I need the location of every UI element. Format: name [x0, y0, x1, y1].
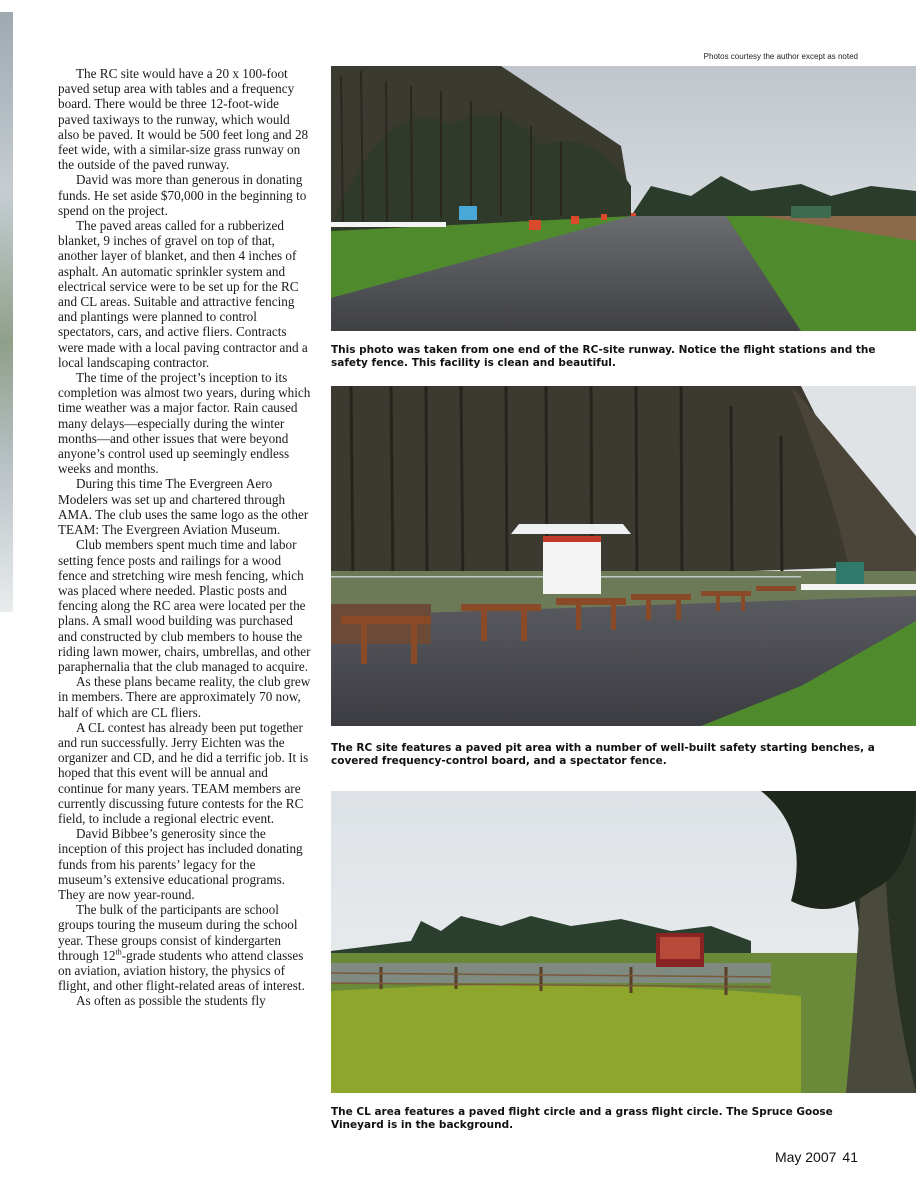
caption-photo-3: The CL area features a paved flight circle and a grass flight circle. The Spruce Goose Vineyard is in the background. [331, 1106, 833, 1131]
page-footer [775, 1149, 858, 1165]
caption-photo-2: The RC site features a paved pit area with a number of well-built safety starting benches, a covered frequency-control board, and a spectator fence. [331, 742, 875, 767]
page-number: 41 [842, 1149, 858, 1165]
article-paragraph [58, 902, 312, 993]
caption-photo-1: This photo was taken from one end of the RC-site runway. Notice the flight stations and the safety fence. This facility is clean and beautiful. [331, 344, 876, 369]
photo-credit: Photos courtesy the author except as noted [703, 52, 858, 61]
article-paragraph: The RC site would have a 20 x 100-foot paved setup area with tables and a frequency board. There would be three 12-foot-wide paved taxiways to the runway, which would also be paved. It would be 500 feet long and 28 feet wide, with a similar-size grass runway on the outside of the paved runway. [58, 66, 309, 173]
article-paragraph: As these plans became reality, the club grew in members. There are approximately 70 now, half of which are CL fliers. [58, 674, 311, 720]
paragraph-text: The bulk of the participants are school groups touring the museum during the school year. These groups consist of kindergarten through 12 [58, 902, 298, 963]
article-paragraph: David was more than generous in donating funds. He set aside $70,000 in the beginning to spend on the project. [58, 172, 307, 218]
photo-rc-pit-area [331, 386, 916, 726]
article-paragraph: Club members spent much time and labor setting fence posts and railings for a wood fence and stretching wire mesh fencing, which was placed where needed. Plastic posts and fencing along the RC area were located per the plans. A small wood building was purchased and constructed by club members to house the riding lawn mower, chairs, umbrellas, and other paraphernalia that the club managed to acquire. [58, 537, 311, 674]
article-paragraph: The paved areas called for a rubberized blanket, 9 inches of gravel on top of that, another layer of blanket, and then 4 inches of asphalt. An automatic sprinkler system and electrical service were to be set up for the RC and CL areas. Suitable and attractive fencing and plantings were planned to control spectators, cars, and active fliers. Contracts were made with a local paving contractor and a local landscaping contractor. [58, 218, 308, 370]
article-column [58, 66, 312, 1009]
article-paragraph: During this time The Evergreen Aero Modelers was set up and chartered through AMA. The club uses the same logo as the other TEAM: The Evergreen Aviation Museum. [58, 476, 309, 538]
issue-date: May 2007 [774, 1149, 837, 1165]
previous-page-edge [0, 12, 13, 612]
photo-rc-runway [331, 66, 916, 331]
paragraph-text: -grade students who attend classes on aviation, aviation history, the physics of flight, and other flight-related areas of interest. [58, 947, 305, 994]
article-paragraph: A CL contest has already been put together and run successfully. Jerry Eichten was the organizer and CD, and he did a terrific job. It is hoped that this event will be annual and continue for many years. TEAM members are currently discussing future contests for the RC field, to include a regional electric event. [58, 719, 309, 826]
article-paragraph: David Bibbee’s generosity since the inception of this project has included donating funds from his parents’ legacy for the museum’s extensive educational programs. They are now year-round. [58, 826, 303, 902]
photo-cl-area [331, 791, 916, 1093]
article-paragraph: The time of the project’s inception to its completion was almost two years, during which time weather was a major factor. Rain caused many delays—especially during the winter months—and other issues that were beyond anyone’s control used up seemingly endless weeks and months. [58, 370, 311, 477]
article-paragraph: As often as possible the students fly [76, 993, 266, 1009]
superscript: th [115, 947, 122, 957]
